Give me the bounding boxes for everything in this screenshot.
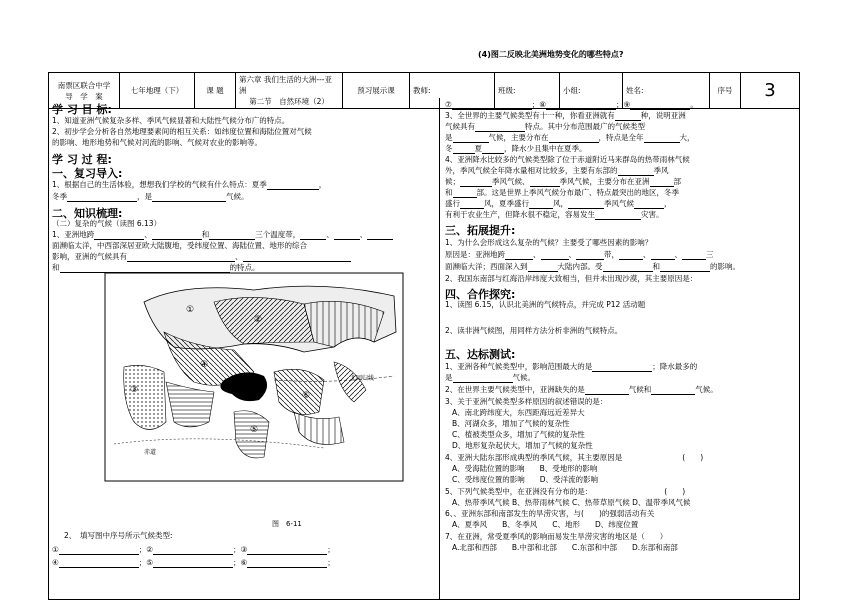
review-1: 1、根据自己的生活体验，想想我们学校的气候有什么特点：夏季 ， (52, 180, 327, 189)
test-title: 五、达标测试: (445, 348, 516, 361)
map-label-equator: 赤道 (144, 449, 157, 456)
header-lesson-type: 预习展示课 (343, 73, 410, 109)
header-subject: 七年地理（下） (120, 73, 195, 109)
fill-row-1: ① ；② ；③ ； (52, 545, 335, 554)
coop-2: 2、读非洲气候图，用同样方法分析非洲的气候特点。 (445, 326, 623, 335)
fill-row-2: ④ ；⑤ ；⑥ ； (52, 558, 335, 567)
right-q3-2: 气候具有 特点。其中分布范围最广的气候类型 (445, 122, 645, 131)
map-label-2: ② (254, 315, 263, 325)
test-5a: A、热带季风气候 B、热带雨林气候 C、热带草原气候 D、温带季风气候 (452, 498, 691, 507)
test-2: 2、在世界主要气候类型中，亚洲缺失的是 气候和 气候。 (445, 385, 718, 394)
test-1b: 是 气候。 (445, 373, 535, 382)
test-4: 4、亚洲大陆东部形成典型的季风气候，其主要原因是 ( ) (445, 453, 704, 462)
goal-2b: 的影响、地形地势和气候对河流的影响、气候对农业的影响等。 (52, 138, 262, 147)
map-label-4: ④ (200, 360, 209, 370)
goal-1: 1、知道亚洲气候复杂多样、季风气候显著和大陆性气候分布广的特点。 (52, 116, 290, 125)
ext-3: 面濒临大洋；西面深入到 大陆内部。受 和 的影响。 (445, 262, 740, 271)
right-q4-5: 盛行 风，夏季盛行 风， 季风气候 ， (445, 199, 672, 208)
fill-title: 2、 填写图中序号所示气候类型: (64, 531, 173, 540)
header-name: 姓名: (623, 73, 710, 109)
knowledge-sub-1: （二）复杂的气候（读图 6.13） (52, 219, 162, 228)
review-2: 冬季 ，是 气候。 (52, 192, 249, 201)
goals-title: 学 习 目 标: (52, 103, 112, 116)
knowledge-3: 影响，亚洲的气候具有 、 (52, 252, 351, 262)
figure-caption: 图 6-11 (272, 520, 302, 528)
coop-1: 1、读图 6.15，认识北美洲的气候特点，并完成 P12 活动题 (445, 300, 646, 309)
header-topic-label: 课 题 (195, 73, 236, 109)
test-6a: A、夏季风 B、冬季风 C、地形 D、纬度位置 (452, 520, 639, 529)
coop-title: 四、合作探究: (445, 288, 516, 301)
ext-2: 原因是：亚洲地跨 、 、 带， 、 、 三 (445, 250, 714, 259)
map-label-3: ③ (130, 385, 139, 395)
knowledge-4: 和 的特点。 (52, 263, 260, 272)
header-class: 班级: (495, 73, 560, 109)
header-school: 南票区联合中学 导 学 案 (49, 73, 120, 109)
knowledge-title: 二、知识梳理: (52, 207, 123, 220)
test-7a: A.北部和西部 B.中部和北部 C.东部和中部 D.东部和南部 (452, 543, 678, 552)
test-3d: D、地形复杂起伏大，增加了气候的复杂性 (452, 441, 593, 450)
ext-title: 三、拓展提升: (445, 224, 516, 237)
map-label-5: ⑤ (250, 425, 259, 435)
review-title: 一、复习导入: (52, 167, 123, 180)
right-q4-3: 候； 季风气候、 季风气候，主要分布在亚洲 部 (445, 177, 681, 186)
ext-1: 1、为什么会形成这么复杂的气候？主要受了哪些因素的影响？ (445, 238, 653, 247)
test-6: 6、、亚洲东部和南部发生的旱涝灾害，与( )的强弱活动有关 (445, 509, 655, 518)
header-group: 小组: (560, 73, 623, 109)
test-3: 3、关于亚洲气候类型多样原因的叙述错误的是： (445, 397, 608, 406)
goal-2a: 2、初步学会分析各自然地理要素间的相互关系：如纬度位置和海陆位置对气候 (52, 127, 312, 136)
test-1a: 1、亚洲各种气候类型中，影响范围最大的是 ；降水最多的 (445, 362, 698, 371)
test-3c: C、植被类型众多，增加了气候的复杂性 (452, 430, 585, 439)
header-topic: 第六章 我们生活的大洲---亚洲 第二节 自然环境（2） (236, 73, 343, 109)
right-q3-3: 是 气候，主要分布在 ，特点是全年 大， (445, 133, 695, 142)
asia-climate-map (104, 272, 404, 482)
process-title: 学 习 过 程: (52, 153, 112, 166)
header-seq-value: 3 (741, 73, 800, 109)
map-label-6: ⑥ (302, 391, 311, 401)
map-label-1: ① (186, 305, 195, 315)
right-q4-6: 有利于农业生产，但降水很不稳定，容易发生 灾害。 (445, 210, 664, 219)
knowledge-2: 面濒临太洋，中西部深居亚欧大陆腹地，受纬度位置、海陆位置、地形的综合 (52, 241, 307, 250)
test-3b: B、河湖众多，增加了气候的复杂性 (452, 419, 570, 428)
top-question: (4)图二反映北美洲地势变化的哪些特点? (478, 50, 624, 59)
header-seq-label: 序号 (710, 73, 741, 109)
right-q3-4: 冬 夏 ，降水少且集中在夏季。 (445, 144, 587, 153)
right-row-0: ⑦ ；⑧ ；⑨ 。 (445, 100, 698, 109)
test-5: 5、下列气候类型中，在亚洲没有分布的是： ( ) (445, 487, 686, 496)
ext-4: 2、我国东南部与红海沿岸纬度大致相当，但并未出现沙漠，其主要原因是： (445, 274, 698, 283)
header-teacher: 教师: (410, 73, 495, 109)
test-3a: A、南北跨纬度大，东西距海远近差异大 (452, 408, 585, 417)
knowledge-1: 1、亚洲地跨 、 和 三个温度带， 、 、 (52, 230, 393, 240)
right-q4-1: 4、亚洲降水比较多的气候类型除了位于赤道附近马来群岛的热带雨林气候 (445, 155, 690, 164)
map-label-tropic: 北回归线 (350, 375, 375, 382)
right-q4-2: 外，季风气候全年降水量相对比较多，主要有东部的 季风 (445, 166, 669, 175)
test-4a: A、受海陆位置的影响 B、受地形的影响 (452, 464, 598, 473)
right-q4-4: 和 部。这是世界上季风气候分布最广、特点最突出的地区，冬季 (445, 188, 679, 197)
right-q3-1: 3、全世界的主要气候类型有十一种，你看亚洲就有 种，说明亚洲 (445, 111, 686, 120)
test-7: 7、在亚洲，常受夏季风的影响而易发生旱涝灾害的地区是（ ） (445, 532, 668, 541)
test-4b: C、受纬度位置的影响 D、受洋流的影响 (452, 475, 599, 484)
